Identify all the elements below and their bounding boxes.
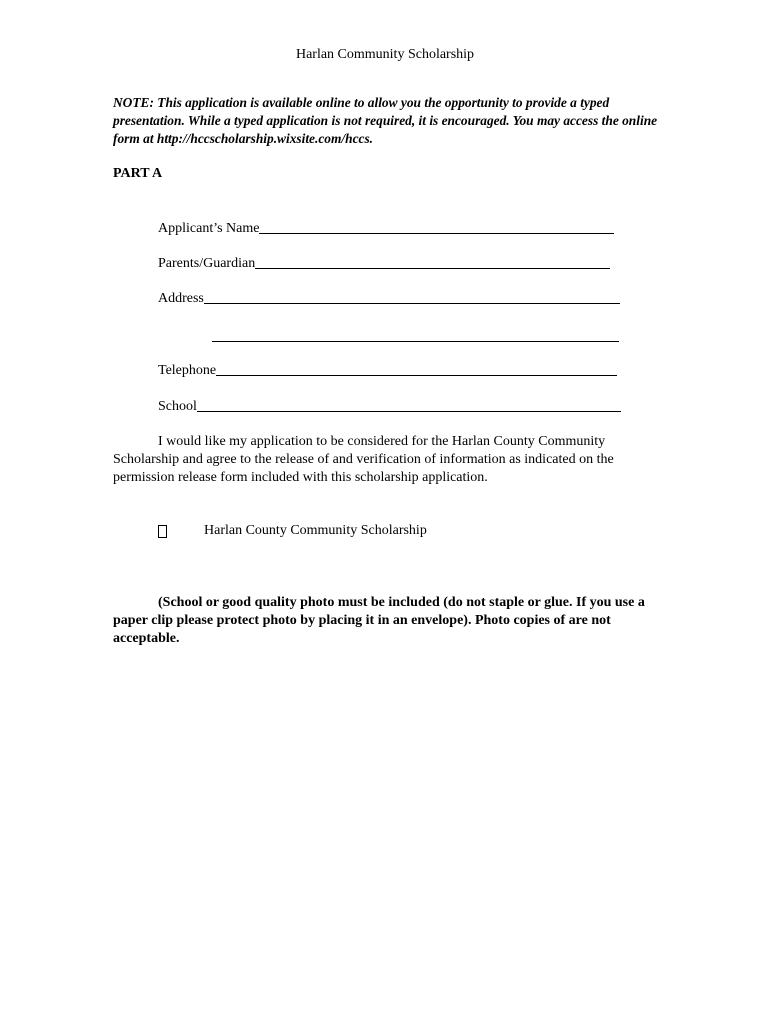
- applicant-name-line[interactable]: [259, 219, 614, 234]
- address-field: [158, 289, 620, 308]
- address-line-2[interactable]: [212, 341, 619, 342]
- parents-guardian-field: [158, 254, 610, 273]
- document-title: Harlan Community Scholarship: [295, 47, 475, 62]
- telephone-label: Telephone: [158, 363, 217, 378]
- address-label: Address: [158, 291, 204, 306]
- school-label: School: [158, 399, 197, 414]
- applicant-name-label: Applicant’s Name: [158, 221, 260, 236]
- school-line[interactable]: [197, 397, 621, 412]
- scholarship-checkbox-label: Harlan County Community Scholarship: [204, 523, 427, 538]
- scholarship-checkbox[interactable]: [158, 525, 167, 538]
- parents-guardian-line[interactable]: [255, 254, 610, 269]
- parents-guardian-label: Parents/Guardian: [158, 256, 256, 271]
- telephone-line[interactable]: [216, 361, 617, 376]
- address-line[interactable]: [204, 289, 620, 304]
- consent-paragraph: I would like my application to be considered for the Harlan County Community Scholarship and agree to the release of and verification of information as indicated on the permission release form included with this scholarship application.: [113, 434, 614, 485]
- school-field: [158, 397, 621, 416]
- online-note: NOTE: This application is available online to allow you the opportunity to provide a typed presentation. While a typed application is not required, it is encouraged. You may access the online form at http://hccscholarship.wixsite.com/hccs.: [113, 95, 658, 146]
- photo-requirement-note: (School or good quality photo must be included (do not staple or glue. If you use a paper clip please protect photo by placing it in an envelope). Photo copies of are not acceptable.: [113, 595, 645, 646]
- applicant-name-field: [158, 219, 614, 238]
- part-heading: PART A: [113, 166, 163, 181]
- telephone-field: [158, 361, 617, 380]
